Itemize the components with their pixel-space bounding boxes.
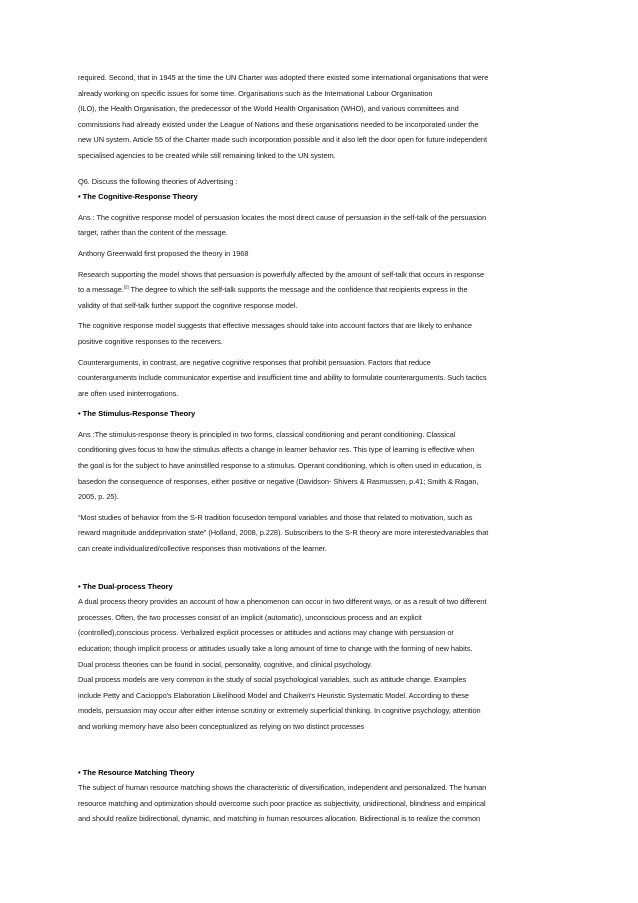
- text-line: Dual process models are very common in the study of social psychological variables, such as attitude change. Examples: [78, 675, 467, 685]
- text-line: include Petty and Cacioppo's Elaboration Likelihood Model and Chaiken's Heuristic Systematic Model. According to these: [78, 690, 469, 700]
- paragraph-dual-process: [78, 594, 572, 734]
- paragraph-counterarguments: [78, 355, 572, 402]
- text-line: (controlled),conscious process. Verbalized explicit processes or attitudes and actions may change with persuasion or: [78, 628, 454, 638]
- text-line: required. Second, that in 1945 at the time the UN Charter was adopted there existed some international organisations that were: [78, 73, 489, 82]
- text-line: already working on specific issues for some time. Organisations such as the International Labour Organisation: [78, 88, 433, 98]
- text-line: [78, 282, 572, 298]
- text-line: The subject of human resource matching shows the characteristic of diversification, independent and personalized. The human: [78, 783, 487, 793]
- text-line: conditioning gives focus to how the stimulus affects a change in learner behavior res. This type of learning is effective when: [78, 445, 475, 455]
- heading-cognitive-response: • The Cognitive-Response Theory: [78, 192, 198, 202]
- text-line: processes. Often, the two processes consist of an implicit (automatic), unconscious process and an explicit: [78, 612, 422, 622]
- text-line: Ans : The cognitive response model of persuasion locates the most direct cause of persuasion in the self-talk of the persuasion: [78, 212, 487, 222]
- paragraph-sr-studies: [78, 510, 572, 557]
- text-line: models, persuasion may occur after either intense scrutiny or extremely superficial thinking. In cognitive psychology, attention: [78, 706, 481, 716]
- paragraph-un-charter: [78, 70, 572, 164]
- text-line: basedon the consequence of responses, either positive or negative (Davidson- Shivers & Rasmussen, p.41; Smith & Ragan,: [78, 476, 479, 486]
- text-line: the goal is for the subject to have aninstilled response to a stimulus. Operant conditioning, which is often used in education, is: [78, 461, 482, 471]
- text-line: and working memory have also been conceptualized as relying on two distinct processes: [78, 721, 365, 731]
- text-line: A dual process theory provides an account of how a phenomenon can occur in two different ways, or as a result of two different: [78, 597, 487, 607]
- heading-dual-process: • The Dual-process Theory: [78, 581, 173, 591]
- text-line: “Most studies of behavior from the S-R tradition focusedon temporal variables and those that related to motivation, such as: [78, 512, 473, 522]
- paragraph-resource-matching: [78, 780, 572, 827]
- text-line: and should realize bidirectional, dynamic, and matching in human resources allocation. Bidirectional is to realize the common: [78, 814, 481, 824]
- citation-link[interactable]: [2]: [123, 284, 129, 290]
- text-line: reward magnitude anddeprivation state” (Holland, 2008, p.228). Subscribers to the S-R theory are more interestedvariables that: [78, 528, 489, 538]
- text-line: education; though implicit process or attitudes usually take a long amount of time to change with the forming of new habits.: [78, 644, 473, 653]
- heading-resource-matching: • The Resource Matching Theory: [78, 767, 195, 777]
- paragraph-greenwald: [78, 246, 572, 262]
- heading-stimulus-response: • The Stimulus-Response Theory: [78, 409, 196, 419]
- text-line: can create individualized/collective responses than motivations of the learner.: [78, 544, 327, 554]
- text-line: (ILO), the Health Organisation, the predecessor of the World Health Organisation (WHO), and various committees and: [78, 104, 459, 114]
- text-line: Research supporting the model shows that persuasion is powerfully affected by the amount of self-talk that occurs in response: [78, 269, 485, 279]
- text-segment: The degree to which the self-talk supports the message and the confidence that recipients express in the: [128, 285, 468, 295]
- document-page: [78, 70, 572, 827]
- text-line: target, rather than the content of the message.: [78, 228, 228, 238]
- text-line: Dual process theories can be found in social, personality, cognitive, and clinical psychology.: [78, 659, 373, 669]
- text-line: commissions had already existed under the League of Nations and these organisations needed to be incorporated under the: [78, 119, 479, 129]
- text-line: Anthony Greenwald first proposed the theory in 1968: [78, 248, 249, 258]
- text-line: resource matching and optimization should overcome such poor practice as subjectivity, unidirectional, blindness and empirical: [78, 798, 486, 808]
- text-line: 2005, p. 25).: [78, 492, 119, 502]
- text-line: validity of that self-talk further support the cognitive response model.: [78, 300, 298, 310]
- text-line: are often used ininterrogations.: [78, 388, 179, 398]
- text-line: positive cognitive responses to the receivers.: [78, 336, 223, 346]
- paragraph-cognitive-answer: [78, 210, 572, 241]
- text-line: The cognitive response model suggests that effective messages should take into account factors that are likely to enhance: [78, 321, 472, 331]
- paragraph-research-support: [78, 267, 572, 314]
- text-line: new UN system. Article 55 of the Charter made such incorporation possible and it also left the door open for future independent: [78, 135, 487, 145]
- text-segment: to a message.: [78, 285, 124, 295]
- text-line: counterarguments include communicator expertise and insufficient time and ability to formulate counterarguments. Such tactics: [78, 373, 487, 383]
- text-line: Ans :The stimulus-response theory is principled in two forms, classical conditioning and perant conditioning. Classical: [78, 429, 456, 439]
- text-line: specialised agencies to be created while still remaining linked to the UN system.: [78, 150, 336, 160]
- question-q6: Q6. Discuss the following theories of Advertising :: [78, 176, 238, 186]
- paragraph-effective-messages: [78, 318, 572, 349]
- text-line: Counterarguments, in contrast, are negative cognitive responses that prohibit persuasion. Factors that reduce: [78, 357, 431, 367]
- paragraph-stimulus-answer: [78, 427, 572, 505]
